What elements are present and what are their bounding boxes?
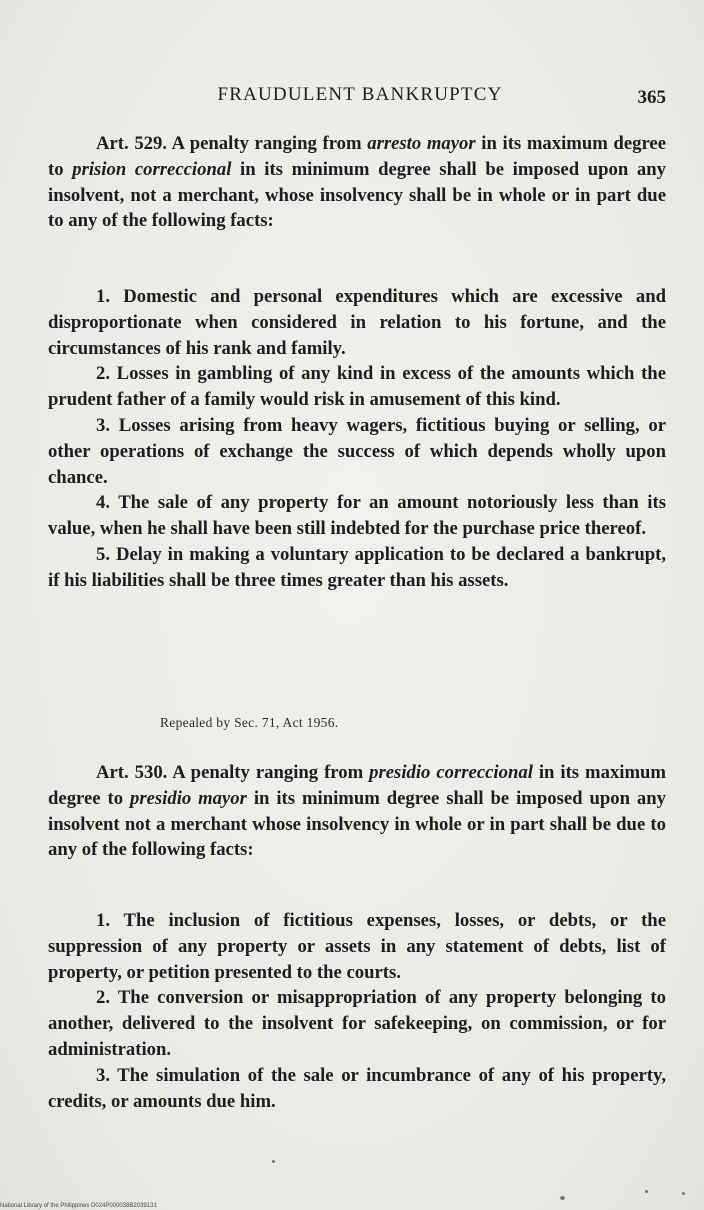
scan-speck — [645, 1190, 648, 1193]
list-item: 3. The simulation of the sale or incumbrance of any of his property, credits, or amounts due him. — [48, 1064, 666, 1112]
article-530 — [48, 760, 666, 863]
article-529-items — [48, 284, 666, 594]
list-item: 3. Losses arising from heavy wagers, fictitious buying or selling, or other operations of exchange the success of which depends wholly upon chance. — [48, 414, 666, 488]
term-arresto-mayor: arresto mayor — [367, 133, 476, 154]
page-number: 365 — [637, 87, 666, 108]
list-item: 4. The sale of any property for an amount notoriously less than its value, when he shall have been still indebted for the purchase price thereof. — [48, 492, 666, 540]
article-530-items — [48, 908, 666, 1114]
term-prision-correccional: prision correccional — [72, 158, 232, 180]
list-item: 5. Delay in making a voluntary application to be declared a bankrupt, if his liabilities shall be three times greater than his assets. — [48, 543, 666, 591]
article-529-intro: Art. 529. A penalty ranging from arresto mayor in its maximum degree to prision correccional in its minimum degree shall be imposed upon any insolvent, not a merchant, whose insolvency shall be in whole or in part due to any of the following facts: — [48, 133, 667, 232]
scan-speck — [560, 1196, 565, 1200]
article-529 — [48, 131, 666, 234]
list-item: 1. Domestic and personal expenditures which are excessive and disproportionate when considered in relation to his fortune, and the circumstances of his rank and family. — [48, 286, 666, 359]
repeal-note: Repealed by Sec. 71, Act 1956. — [160, 715, 339, 730]
scan-speck — [272, 1160, 275, 1163]
running-header: FRAUDULENT BANKRUPTCY — [217, 84, 503, 105]
article-530-intro: Art. 530. A penalty ranging from presidio correccional in its maximum degree to presidio mayor in its minimum degree shall be imposed upon any insolvent not a merchant whose insolvency in whole or in part shall be due to any of the following facts: — [48, 762, 667, 861]
library-credit: National Library of the Philippines D024P000038B2039131 — [0, 1203, 157, 1209]
list-item: 2. Losses in gambling of any kind in excess of the amounts which the prudent father of a family would risk in amusement of this kind. — [48, 363, 666, 411]
scan-speck — [682, 1192, 685, 1195]
list-item: 1. The inclusion of fictitious expenses, losses, or debts, or the suppression of any property or assets in any statement of debts, list of property, or petition presented to the courts. — [48, 910, 666, 983]
term-presidio-correccional: presidio correccional — [369, 762, 533, 783]
term-presidio-mayor: presidio mayor — [129, 787, 247, 809]
list-item: 2. The conversion or misappropriation of any property belonging to another, delivered to the insolvent for safekeeping, on commission, or for administration. — [48, 987, 666, 1060]
